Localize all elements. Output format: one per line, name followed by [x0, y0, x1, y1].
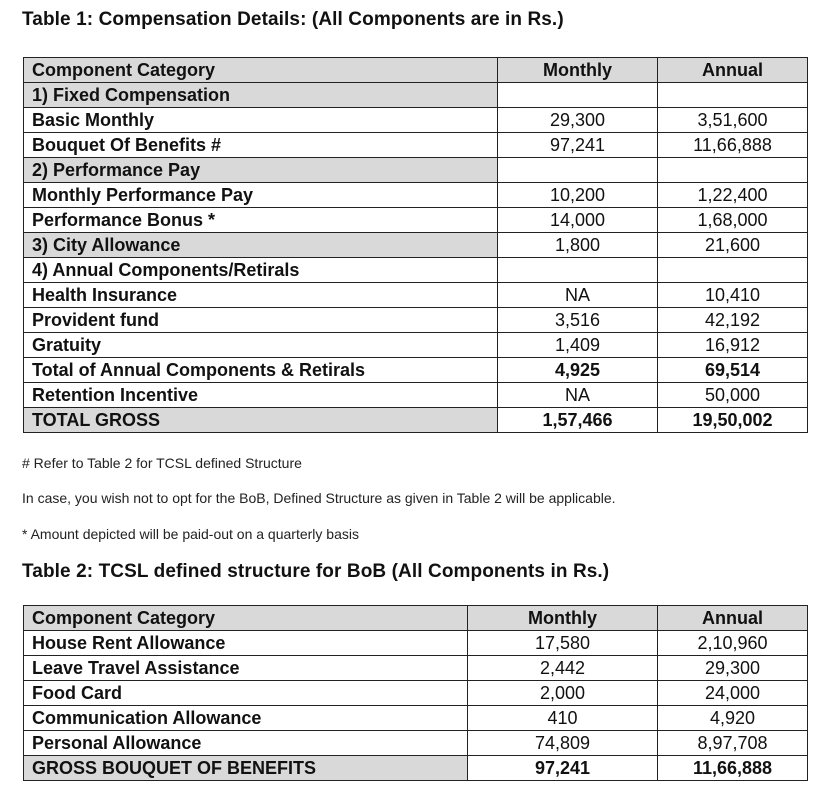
table1-row	[24, 283, 808, 308]
row-monthly-value	[498, 83, 658, 108]
row-monthly-value: 410	[468, 706, 658, 731]
table2-row	[24, 731, 808, 756]
row-monthly-value: 29,300	[498, 108, 658, 133]
row-label: House Rent Allowance	[24, 631, 468, 656]
row-annual-value: 2,10,960	[658, 631, 808, 656]
note-refer-table2: # Refer to Table 2 for TCSL defined Structure	[22, 455, 302, 471]
row-annual-value	[658, 158, 808, 183]
row-monthly-value: 97,241	[498, 133, 658, 158]
row-label: Monthly Performance Pay	[24, 183, 498, 208]
row-annual-value: 11,66,888	[658, 756, 808, 781]
row-label: 1) Fixed Compensation	[24, 83, 498, 108]
table1-row	[24, 133, 808, 158]
row-annual-value: 8,97,708	[658, 731, 808, 756]
table2-row	[24, 656, 808, 681]
table2-row	[24, 631, 808, 656]
compensation-details-table	[23, 57, 808, 433]
table2-header-row	[24, 606, 808, 631]
table2-row	[24, 706, 808, 731]
row-annual-value: 21,600	[658, 233, 808, 258]
row-monthly-value: 1,800	[498, 233, 658, 258]
row-label: Provident fund	[24, 308, 498, 333]
table1-row	[24, 83, 808, 108]
table1-row	[24, 233, 808, 258]
table1-header-row	[24, 58, 808, 83]
row-label: Health Insurance	[24, 283, 498, 308]
table1-header-monthly: Monthly	[498, 58, 658, 83]
row-monthly-value: 14,000	[498, 208, 658, 233]
row-monthly-value: 2,000	[468, 681, 658, 706]
row-label: Communication Allowance	[24, 706, 468, 731]
row-annual-value: 24,000	[658, 681, 808, 706]
table1-row	[24, 108, 808, 133]
note-bob-opt-out: In case, you wish not to opt for the BoB, Defined Structure as given in Table 2 will be applicable.	[22, 490, 616, 506]
row-annual-value: 16,912	[658, 333, 808, 358]
row-monthly-value: NA	[498, 283, 658, 308]
row-label: 4) Annual Components/Retirals	[24, 258, 498, 283]
row-annual-value: 11,66,888	[658, 133, 808, 158]
row-annual-value: 42,192	[658, 308, 808, 333]
row-label: GROSS BOUQUET OF BENEFITS	[24, 756, 468, 781]
row-label: Gratuity	[24, 333, 498, 358]
row-monthly-value: 2,442	[468, 656, 658, 681]
row-monthly-value: 17,580	[468, 631, 658, 656]
row-monthly-value: 74,809	[468, 731, 658, 756]
row-annual-value: 19,50,002	[658, 408, 808, 433]
row-label: 2) Performance Pay	[24, 158, 498, 183]
table2-header-annual: Annual	[658, 606, 808, 631]
row-monthly-value: 97,241	[468, 756, 658, 781]
row-monthly-value: 3,516	[498, 308, 658, 333]
table1-row	[24, 333, 808, 358]
row-label: Basic Monthly	[24, 108, 498, 133]
row-monthly-value: NA	[498, 383, 658, 408]
row-label: Personal Allowance	[24, 731, 468, 756]
row-annual-value	[658, 258, 808, 283]
row-monthly-value: 1,57,466	[498, 408, 658, 433]
row-label: Bouquet Of Benefits #	[24, 133, 498, 158]
row-label: Total of Annual Components & Retirals	[24, 358, 498, 383]
table2-row	[24, 681, 808, 706]
row-annual-value: 69,514	[658, 358, 808, 383]
table1-row	[24, 208, 808, 233]
row-label: 3) City Allowance	[24, 233, 498, 258]
table1-row	[24, 258, 808, 283]
row-annual-value: 1,68,000	[658, 208, 808, 233]
row-annual-value: 1,22,400	[658, 183, 808, 208]
row-annual-value: 10,410	[658, 283, 808, 308]
row-label: Performance Bonus *	[24, 208, 498, 233]
bob-structure-table	[23, 605, 808, 781]
table1-row	[24, 358, 808, 383]
row-label: Leave Travel Assistance	[24, 656, 468, 681]
row-monthly-value	[498, 258, 658, 283]
row-monthly-value: 4,925	[498, 358, 658, 383]
table2-header-category: Component Category	[24, 606, 468, 631]
row-monthly-value: 10,200	[498, 183, 658, 208]
row-annual-value: 29,300	[658, 656, 808, 681]
row-label: Food Card	[24, 681, 468, 706]
note-quarterly-payout: * Amount depicted will be paid-out on a quarterly basis	[22, 526, 359, 542]
row-label: TOTAL GROSS	[24, 408, 498, 433]
row-annual-value: 4,920	[658, 706, 808, 731]
table1-row	[24, 408, 808, 433]
table2-header-monthly: Monthly	[468, 606, 658, 631]
table1-row	[24, 158, 808, 183]
table1-row	[24, 183, 808, 208]
row-label: Retention Incentive	[24, 383, 498, 408]
row-annual-value: 50,000	[658, 383, 808, 408]
table1-row	[24, 308, 808, 333]
row-monthly-value: 1,409	[498, 333, 658, 358]
table1-title: Table 1: Compensation Details: (All Components are in Rs.)	[22, 9, 564, 30]
table2-row	[24, 756, 808, 781]
row-monthly-value	[498, 158, 658, 183]
row-annual-value	[658, 83, 808, 108]
table2-title: Table 2: TCSL defined structure for BoB (All Components in Rs.)	[22, 561, 610, 582]
row-annual-value: 3,51,600	[658, 108, 808, 133]
table1-row	[24, 383, 808, 408]
table1-header-annual: Annual	[658, 58, 808, 83]
table1-header-category: Component Category	[24, 58, 498, 83]
